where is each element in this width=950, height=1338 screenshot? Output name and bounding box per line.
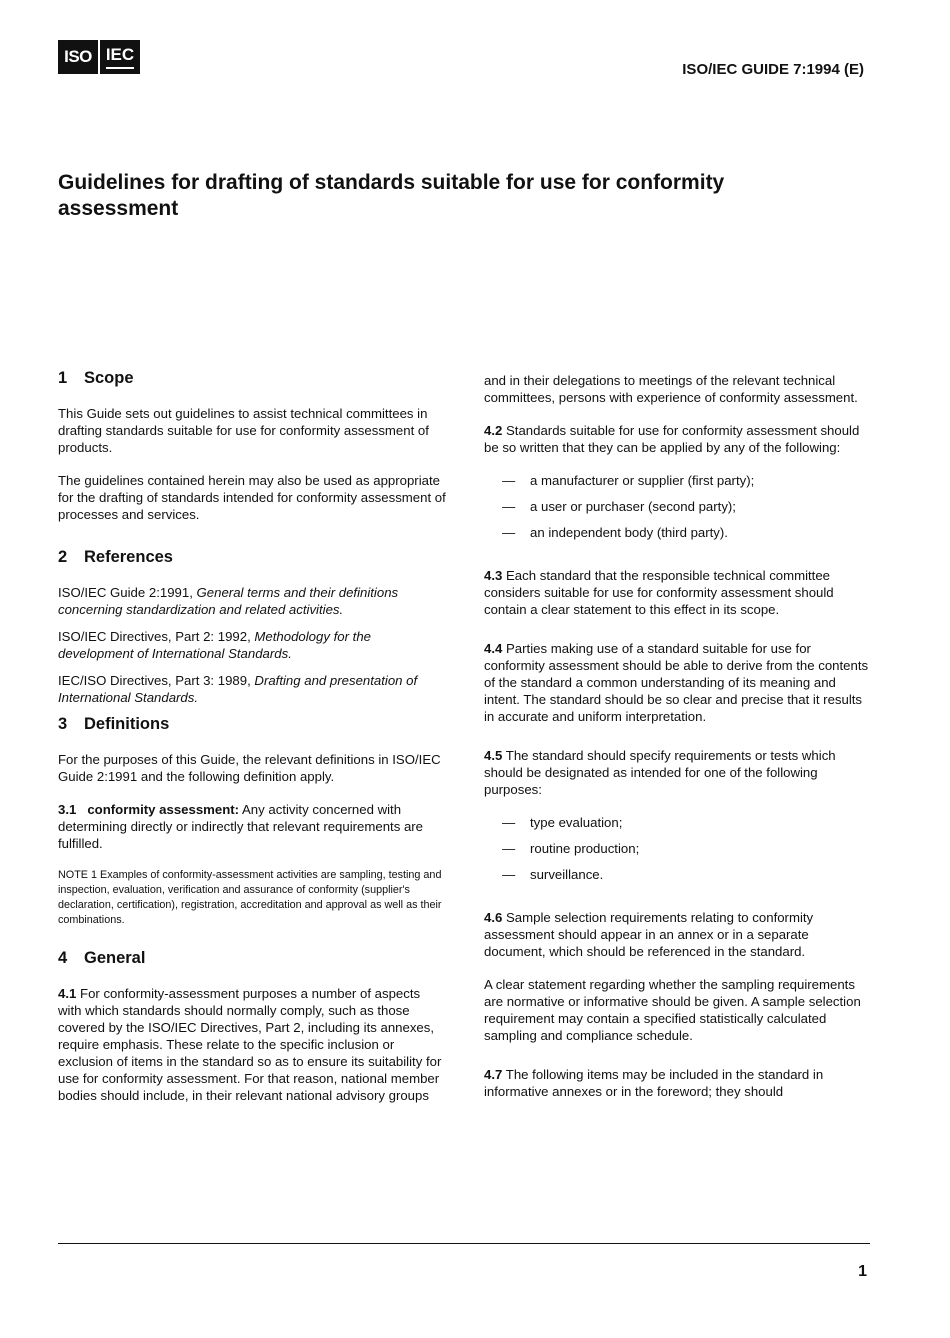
paragraph: This Guide sets out guidelines to assist technical committees in drafting standards suitable for use for conformity assessment of products. [58,406,429,455]
clause-4-3: 4.3 Each standard that the responsible technical committee considers suitable for use for conformity assessment should contain a clear statement to this effect in its scope. [484,568,834,617]
clause-4-7: 4.7 The following items may be included in the standard in informative annexes or in the foreword; they should [484,1067,824,1099]
definition-3-1: 3.1 conformity assessment: Any activity concerned with determining directly or indirectly that relevant requirements are fulfilled. [58,802,424,851]
list-item: — routine production; [502,841,640,856]
section-heading-scope: 1 Scope [58,369,134,387]
reference-item: ISO/IEC Guide 2:1991, General terms and their definitions concerning standardization and related activities. [58,585,399,617]
list-item: — an independent body (third party). [502,525,728,540]
list-item: — a user or purchaser (second party); [502,499,736,514]
document-identifier: ISO/IEC GUIDE 7:1994 (E) [682,61,864,78]
document-title: Guidelines for drafting of standards suitable for use for conformity assessment [58,171,725,220]
section-heading-general: 4 General [58,949,146,967]
section-heading-definitions: 3 Definitions [58,715,170,733]
clause-4-1: 4.1 For conformity-assessment purposes a number of aspects with which standards should normally comply, such as those covered by the ISO/IEC Directives, Part 2, including its annexes, require emphasis. These relate to the specific inclusion or exclusion of items in the standard so as to ensure its suitability for use for conformity assessment. For that reason, national member bodies should include, in their relevant national advisory groups [58,986,442,1103]
footer-rule [58,1243,870,1244]
list-item: — a manufacturer or supplier (first party); [502,473,755,488]
clause-4-4: 4.4 Parties making use of a standard suitable for use for conformity assessment should be able to derive from the contents of the standard a common understanding of its meaning and intent. The standard should be so clear and precise that it results in accurate and uniform interpretation. [484,641,869,724]
reference-item: ISO/IEC Directives, Part 2: 1992, Methodology for the development of International Standards. [58,629,371,661]
right-column [484,372,872,1116]
reference-item: IEC/ISO Directives, Part 3: 1989, Drafting and presentation of International Standards. [58,673,418,705]
iso-iec-logo [58,40,140,74]
list-item: — surveillance. [502,867,604,882]
clause-4-2: 4.2 Standards suitable for use for conformity assessment should be so written that they can be applied by any of the following: [484,423,860,455]
iso-logo: ISO [58,40,98,74]
paragraph: For the purposes of this Guide, the relevant definitions in ISO/IEC Guide 2:1991 and the following definition apply. [58,752,441,784]
paragraph: and in their delegations to meetings of the relevant technical committees, persons with experience of conformity assessment. [484,373,858,405]
paragraph: The guidelines contained herein may also be used as appropriate for the drafting of standards intended for conformity assessment of processes and services. [58,473,446,522]
section-heading-references: 2 References [58,548,173,566]
page-number: 1 [858,1263,867,1280]
left-column [58,370,446,1120]
iec-logo: IEC [100,40,140,74]
paragraph: A clear statement regarding whether the sampling requirements are normative or informative should be given. A sample selection requirement may contain a specified statistically calculated sampling and compliance schedule. [484,977,861,1043]
note: NOTE 1 Examples of conformity-assessment activities are sampling, testing and inspection, evaluation, verification and assurance of conformity (supplier's declaration, certification), registration, accreditation and approval as well as their combinations. [58,869,442,926]
clause-4-6: 4.6 Sample selection requirements relating to conformity assessment should appear in an annex or in a separate document, which should be referenced in the standard. [484,910,814,959]
clause-4-5: 4.5 The standard should specify requirements or tests which should be designated as intended for one of the following purposes: [484,748,836,797]
list-item: — type evaluation; [502,815,623,830]
